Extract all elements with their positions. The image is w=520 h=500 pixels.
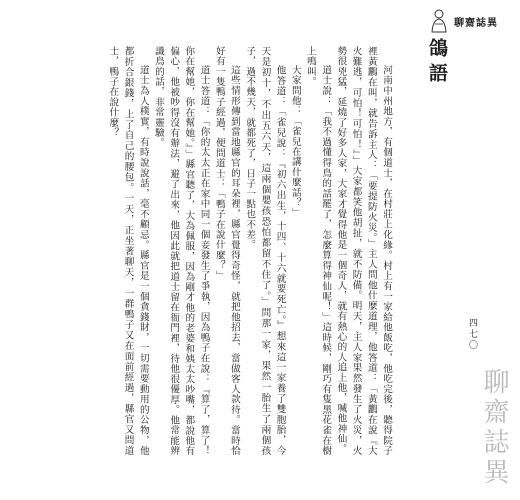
paragraph: 這些情形傳到當地縣官的耳朵裡，縣官覺得奇怪，就把他招去，當做客人款待。當時恰好有一隻鴨子經過，便問道士：「鴨子在說什麼？」: [213, 46, 240, 456]
chapter-title: 鴿語: [426, 38, 448, 88]
calligraphy-watermark: 聊齋誌異: [479, 368, 509, 488]
scholar-ornament-icon: [428, 8, 450, 34]
body-text: [14, 46, 394, 456]
paragraph: 大家問他：「雀兒在講什麼話？」: [289, 65, 301, 219]
page-number: 四七〇: [467, 318, 477, 351]
paragraph: 河南中州地方，有個道士，在村莊上化緣。村上有一家給他飯吃，他吃完後，聽得院子裡黃鸝在叫，就告訴主人：「要提防火災。」主人問他什麼道理，他答道：「黃鸝在說『大火難逃，可怕！可怕！』」大家都笑他胡扯，就不防備。明天，主人家果然發生了火災，火勢很兇猛，延燒了好多人家，大家才覺得他是一個奇人，就有熱心的人追上他，喊他神仙。: [335, 46, 392, 456]
paragraph: 道士說：「我不過懂得鳥的話罷了，怎麼算得神仙呢！」這時候，剛巧有隻黑花雀在樹上鳴叫。: [304, 46, 332, 456]
paragraph: 道士為人樸實，有時說說話，毫不顧忌。縣官是一個貪錢財，一切需要動用的公物，他都折合銀錢，上了自己的腰包。一天，正坐著聊天，一群鴨子又在面前經過，縣官又問道士，鴨子在說什麼？: [107, 46, 149, 456]
paragraph: 他答道：「雀兒說：『初六出生，十四、十六就要死亡。』想來這一家養了雙胞胎，今天是初十，不出五六天，這兩個嬰孩恐怕都留不住了。」問那一家，果然一胎生了兩個孩子，過不幾天，就都死了，日子一點也不差。: [244, 46, 286, 456]
paragraph: 道士答道：「你的太太正在家中同一個妾發生了爭執，因為鴨子在說：『算了，算了！你在幫她，你在幫她。』」縣官聽了，大為佩服，因為剛才他的老婆和姨太太吵嘴，都說他有偏心，他被吵得沒有辦法，避了出來，他因此就把道士留在衙門裡，待他很優厚。他常能辨識鳥的話，非常靈驗。: [152, 46, 210, 456]
running-title: 聊齋誌異: [454, 17, 498, 29]
running-header: [428, 8, 498, 34]
